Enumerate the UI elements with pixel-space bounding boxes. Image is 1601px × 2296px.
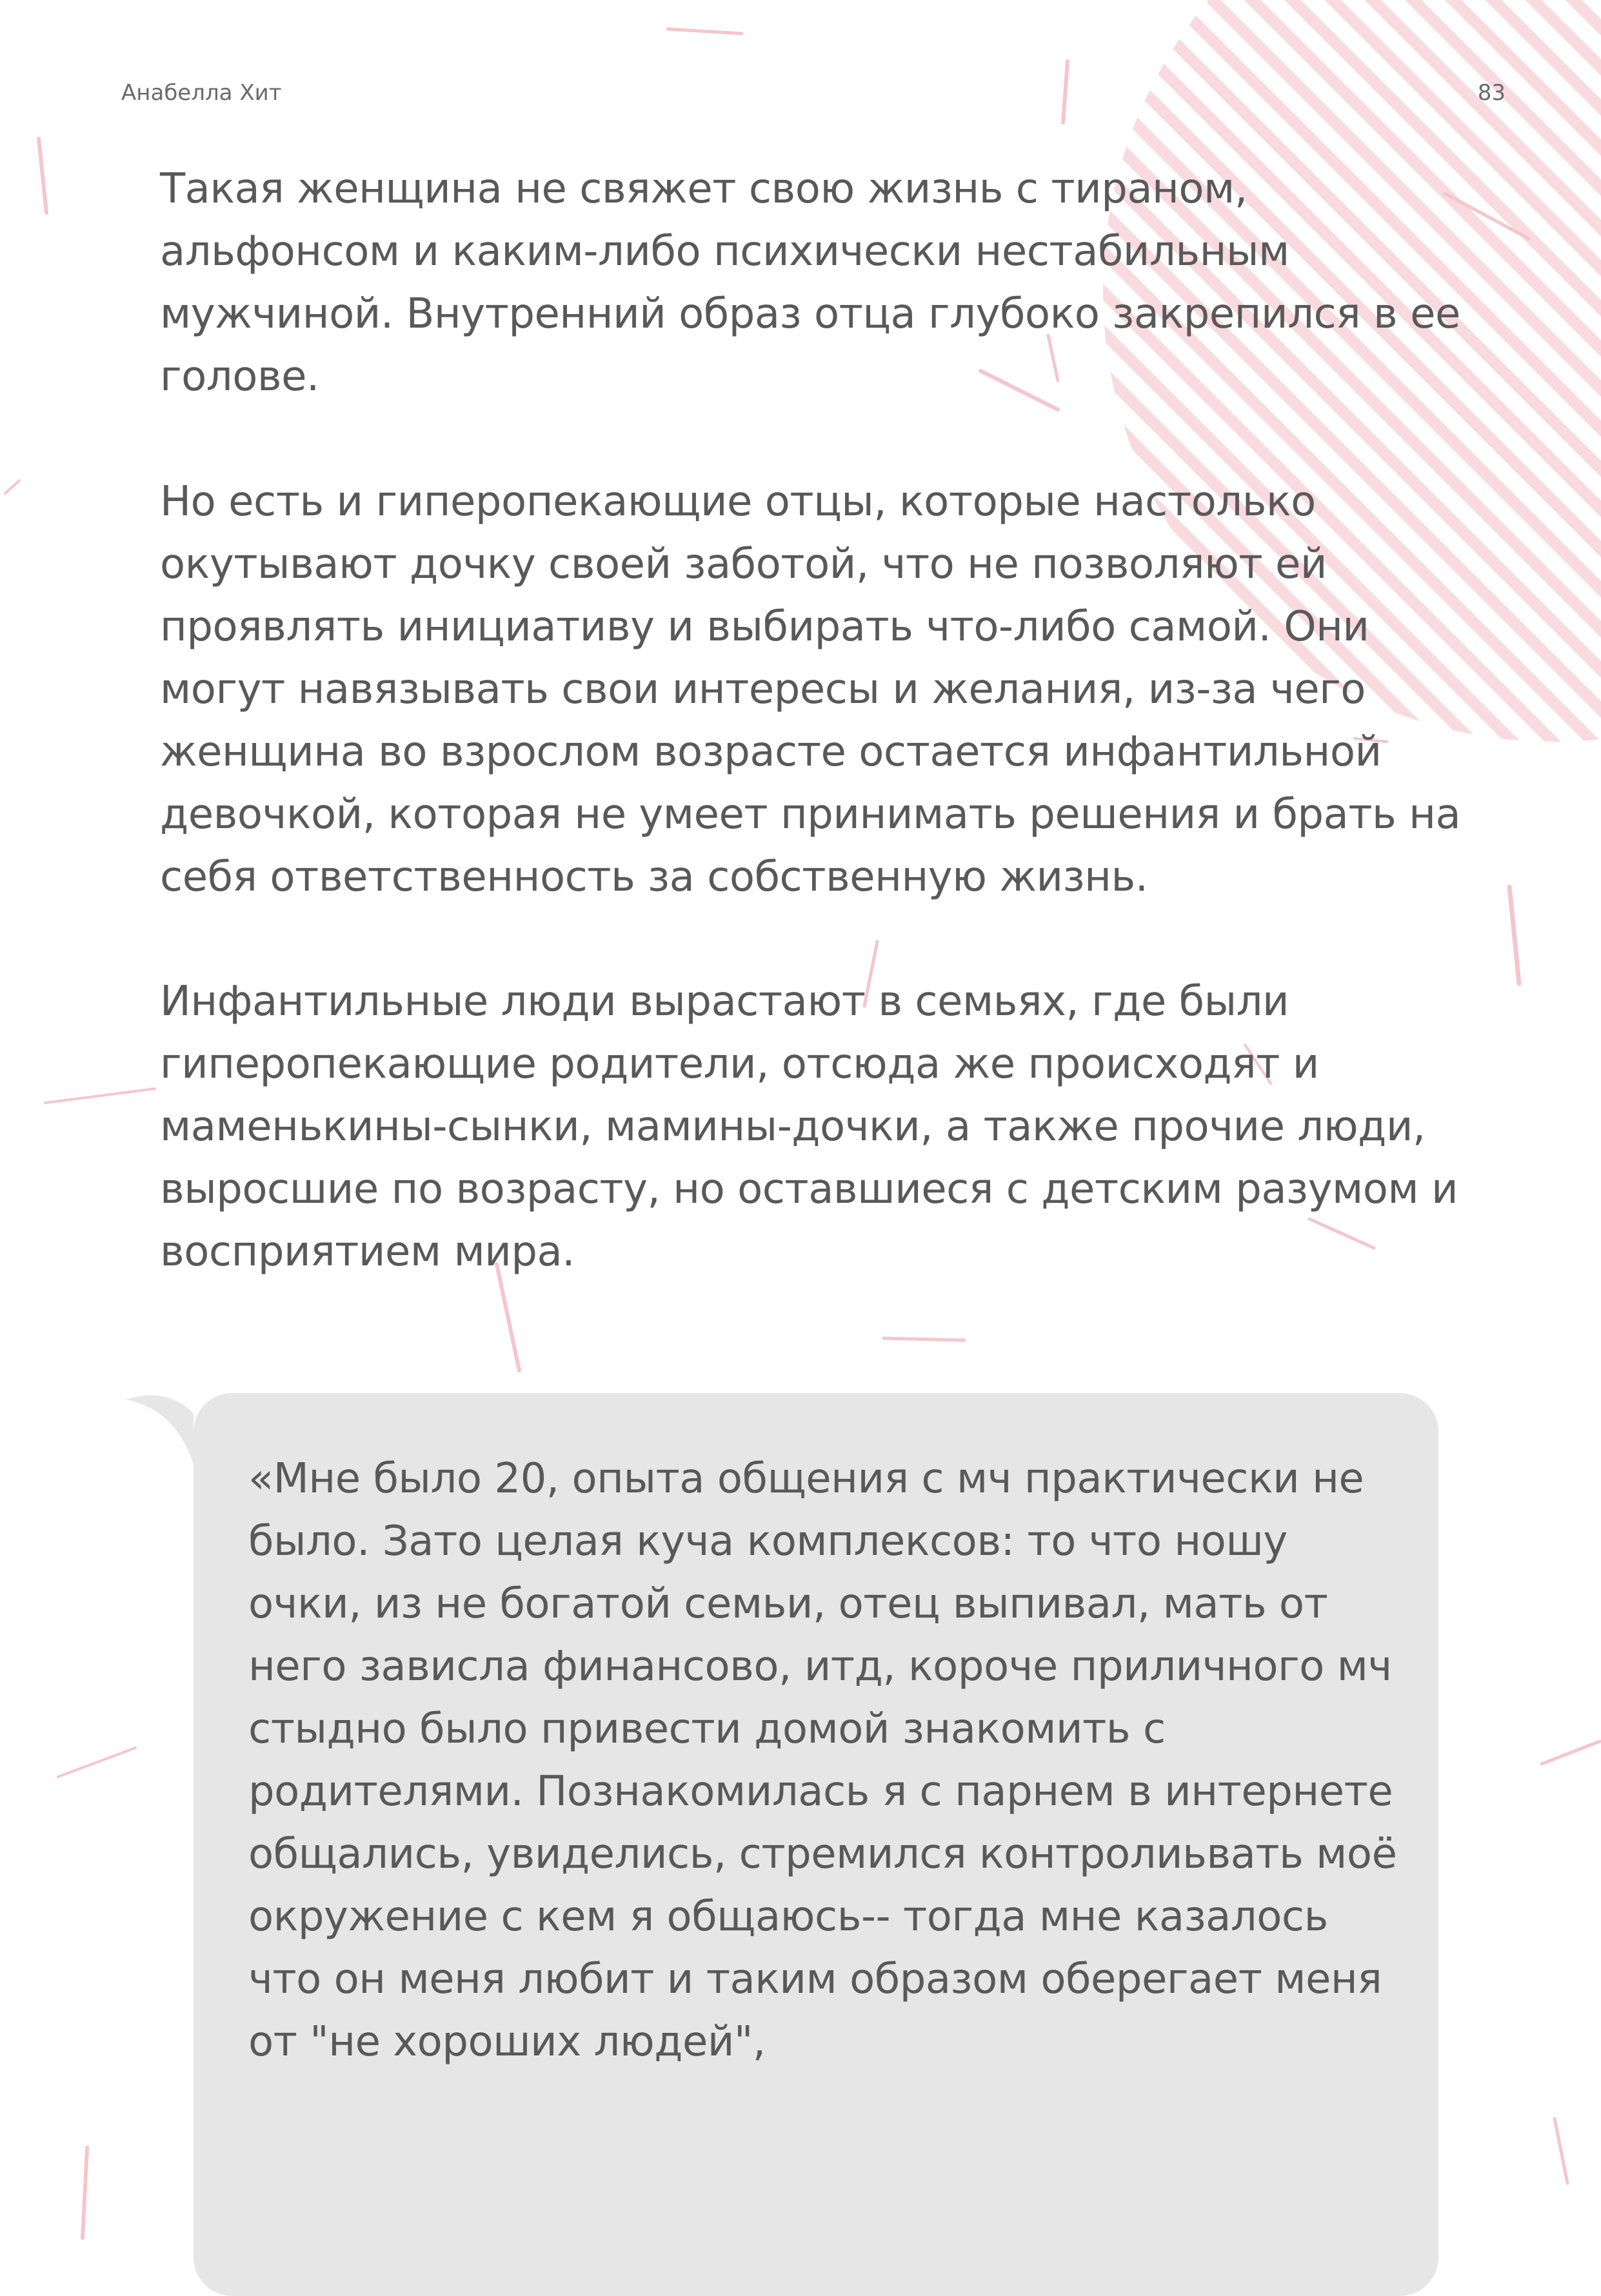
quote-text: «Мне было 20, опыта общения с мч практически не было. Зато целая куча комплексов: то что ношу очки, из не богатой семьи, отец выпивал, мать от него зависла финансово, итд, короче приличного мч стыдно было привести домой знакомить с родителями. Познакомилась я с парнем в интернете общались, увиделись, стремился контролиьвать моё окружение с кем я общаюсь-- тогда мне казалось что он меня любит и таким образом оберегает меня от "не хороших людей", xyxy=(248,1455,1397,2066)
paragraph-3: Инфантильные люди вырастают в семьях, где были гиперопекающие родители, отсюда же происходят и маменькины-сынки, мамины-дочки, а также прочие люди, выросшие по возрасту, но оставшиеся с детским разумом и восприятием мира. xyxy=(160,978,1458,1276)
paragraph-1: Такая женщина не свяжет свою жизнь с тираном, альфонсом и каким-либо психически нестабильным мужчиной. Внутренний образ отца глубоко закрепился в ее голове. xyxy=(160,165,1460,401)
author-name: Анабелла Хит xyxy=(121,80,282,106)
page-number: 83 xyxy=(1477,80,1506,106)
quote-bubble-tail xyxy=(126,1396,194,1464)
paragraph-2: Но есть и гиперопекающие отцы, которые настолько окутывают дочку своей заботой, что не позволяют ей проявлять инициативу и выбирать что-либо самой. Они могут навязывать свои интересы и желания, из-за чего женщина во взрослом возрасте остается инфантильной девочкой, которая не умеет принимать решения и брать на себя ответственность за собственную жизнь. xyxy=(160,478,1461,901)
